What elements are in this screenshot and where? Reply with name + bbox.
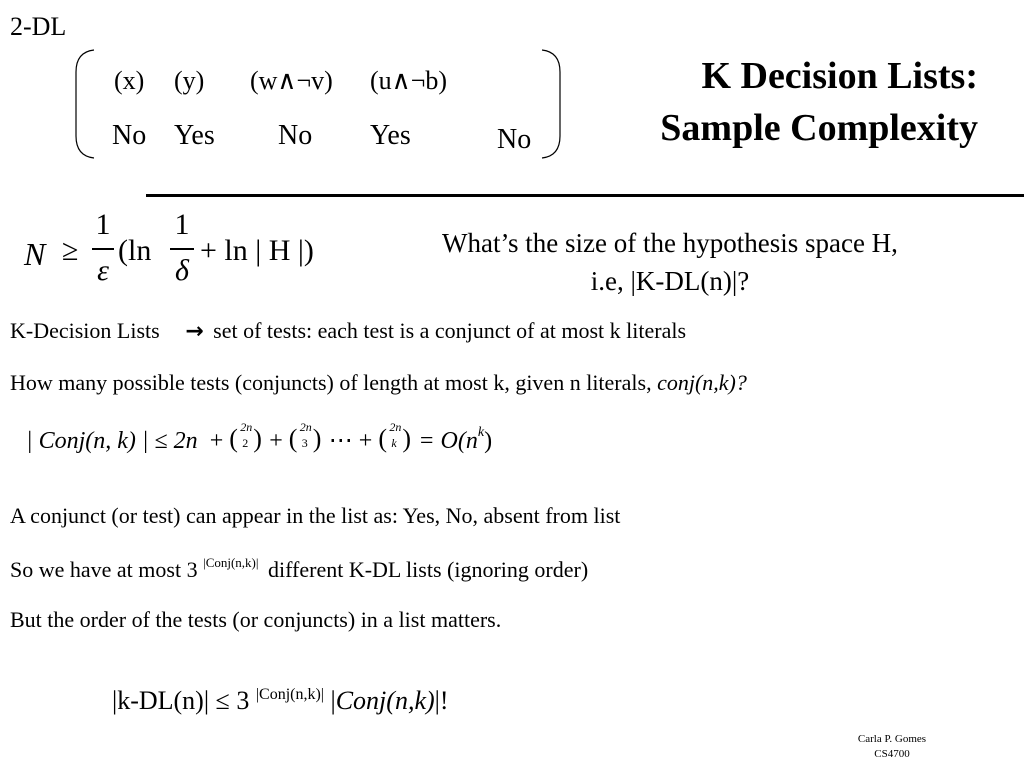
- final-rhs-bar: |: [330, 686, 336, 715]
- question-line-2: i.e, |K-DL(n)|?: [590, 266, 750, 296]
- dl-output-1: No: [112, 120, 147, 151]
- formula-frac1-num: 1: [95, 208, 111, 241]
- footer: [842, 732, 942, 762]
- conj-plus-3: +: [358, 428, 373, 454]
- formula-frac1-den: ε: [97, 254, 109, 287]
- formula-frac2-bar: [170, 248, 194, 250]
- dl-test-1: (x): [114, 66, 145, 95]
- so-we-have-rest: different K-DL lists (ignoring order): [268, 557, 589, 582]
- conj-rhs-close: ): [484, 428, 493, 454]
- conj-formula: [26, 420, 493, 455]
- hypothesis-question: [370, 224, 970, 300]
- binom-2n-2: ( 2n 2 ): [229, 420, 262, 453]
- dl-test-3: (w∧¬v): [250, 66, 333, 95]
- left-bracket: [76, 50, 94, 158]
- dl-output-3: No: [278, 120, 313, 151]
- final-lhs: |k-DL(n)| ≤ 3: [112, 686, 250, 715]
- howmany-text: How many possible tests (conjuncts) of length at most k, given n literals,: [10, 370, 652, 395]
- binom-2n-3: ( 2n 3 ): [288, 420, 322, 453]
- so-we-have-exponent: |Conj(n,k)|: [203, 555, 259, 570]
- formula-ln-open: (ln: [118, 234, 152, 267]
- howmany-conj: conj(n,k)?: [657, 370, 747, 395]
- dl-output-2: Yes: [174, 120, 215, 151]
- so-we-have-statement: [10, 557, 588, 583]
- kdl-label: K-Decision Lists: [10, 318, 160, 343]
- formula-plus-ln-H: + ln | H |): [200, 234, 314, 267]
- conj-plus-2: +: [269, 428, 283, 454]
- formula-N: N: [24, 236, 46, 272]
- dl-default-output: No: [497, 124, 532, 155]
- order-statement: But the order of the tests (or conjuncts) in a list matters.: [10, 607, 502, 632]
- title-line-1: K Decision Lists:: [701, 55, 978, 97]
- title-line-2: Sample Complexity: [660, 107, 978, 149]
- dl-test-2: (y): [174, 66, 205, 95]
- footer-course: CS4700: [874, 748, 910, 760]
- slide-title: [660, 50, 978, 154]
- final-rhs-conj: Conj(n,k): [335, 686, 435, 715]
- right-bracket: [542, 50, 560, 158]
- conj-dots: ⋯: [328, 428, 353, 454]
- conj-lhs: | Conj(n, k) | ≤ 2n: [26, 428, 198, 454]
- formula-frac2-num: 1: [174, 208, 190, 241]
- formula-geq: ≥: [62, 234, 79, 267]
- kdl-definition: [10, 318, 686, 344]
- corner-label: 2-DL: [10, 12, 67, 41]
- dl-output-4: Yes: [370, 120, 411, 151]
- dl-test-4: (u∧¬b): [370, 66, 448, 95]
- formula-frac2-den: δ: [175, 254, 189, 287]
- kdl-description: set of tests: each test is a conjunct of at most k literals: [213, 318, 687, 343]
- final-exponent: |Conj(n,k)|: [255, 686, 324, 703]
- conj-rhs: = O(n: [418, 428, 478, 454]
- footer-author: Carla P. Gomes: [857, 733, 927, 745]
- question-line-1: What’s the size of the hypothesis space H,: [442, 228, 898, 258]
- so-we-have-text: So we have at most 3: [10, 557, 198, 582]
- formula-frac1-bar: [92, 248, 114, 250]
- right-arrow-icon: →: [185, 319, 204, 344]
- final-rhs-end: |!: [434, 686, 449, 715]
- title-divider: [146, 194, 1024, 197]
- final-formula: [112, 686, 449, 716]
- binom-2n-k: ( 2n k ): [378, 420, 411, 453]
- conjunct-statement: A conjunct (or test) can appear in the list as: Yes, No, absent from list: [10, 503, 621, 528]
- howmany-question: [10, 370, 747, 396]
- conj-rhs-exp: k: [477, 425, 485, 440]
- conj-plus-1: +: [209, 428, 224, 454]
